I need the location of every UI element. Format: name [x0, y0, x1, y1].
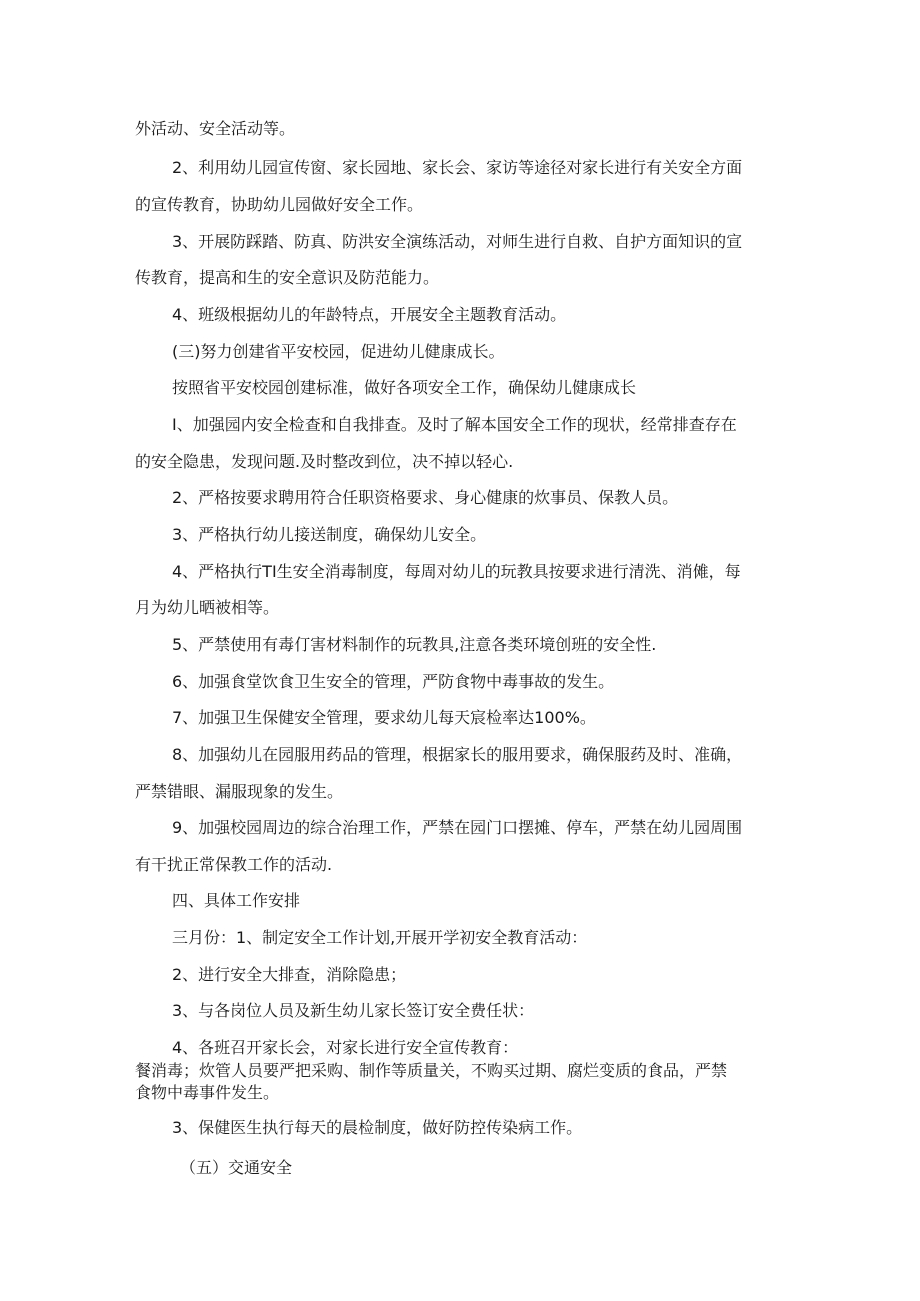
text-line: 2、进行安全大排查，消除隐患；	[172, 965, 407, 984]
text-line: 按照省平安校园创建标准，做好各项安全工作，确保幼儿健康成长	[172, 378, 637, 397]
text-line: I、加强园内安全检查和自我排查。及时了解本国安全工作的现状，经常排查存在	[172, 415, 737, 434]
text-line: 3、与各岗位人员及新生幼儿家长签订安全费任状：	[172, 1001, 535, 1020]
text-line: 3、严格执行幼儿接送制度，确保幼儿安全。	[172, 525, 487, 544]
text-line: 食物中毒事件发生。	[135, 1083, 280, 1102]
text-line: 有干扰正常保教工作的活动.	[135, 855, 333, 874]
text-line: 5、严禁使用有毒仃害材料制作的玩教具,注意各类环境创班的安全性.	[172, 635, 657, 654]
text-line: 严禁错眼、漏服现象的发生。	[135, 782, 344, 801]
section-heading: 四、具体工作安排	[172, 891, 301, 910]
text-line: 9、加强校园周边的综合治理工作，严禁在园门口摆摊、停车，严禁在幼儿园周围	[172, 818, 743, 837]
text-line: 2、利用幼儿园宣传窗、家长园地、家长会、家访等途径对家长进行有关安全方面	[172, 158, 743, 177]
text-line: 外活动、安全活动等。	[135, 119, 296, 138]
text-line: 的宣传教育，协助幼儿园做好安全工作。	[135, 195, 424, 214]
text-line: 2、严格按要求聘用符合任职资格要求、身心健康的炊事员、保教人员。	[172, 488, 679, 507]
section-heading: （五）交通安全	[180, 1158, 293, 1177]
section-heading: (三)努力创建省平安校园，促进幼儿健康成长。	[172, 342, 505, 361]
text-line: 4、各班召开家长会，对家长进行安全宣传教育：	[172, 1038, 519, 1057]
text-line: 三月份：1、制定安全工作计划,开展开学初安全教育活动：	[172, 928, 588, 947]
text-line: 3、开展防踩踏、防真、防洪安全演练活动，对师生进行自救、自护方面知识的宣	[172, 232, 743, 251]
text-line: 餐消毒；炊管人员要严把采购、制作等质量关，不购买过期、腐烂变质的食品，严禁	[135, 1061, 728, 1080]
text-line: 3、保健医生执行每天的晨检制度，做好防控传染病工作。	[172, 1118, 583, 1137]
text-line: 7、加强卫生保健安全管理，要求幼儿每天宸检率达100%。	[172, 708, 596, 727]
text-line: 的安全隐患，发现问题.及时整改到位，决不掉以轻心.	[135, 452, 514, 471]
text-line: 传教育，提高和生的安全意识及防范能力。	[135, 268, 440, 287]
text-line: 月为幼儿晒被相等。	[135, 598, 280, 617]
text-line: 8、加强幼儿在园服用药品的管理，根据家长的服用要求，确保服药及时、准确，	[172, 745, 743, 764]
text-line: 4、严格执行TI生安全消毒制度，每周对幼儿的玩教具按要求进行清洗、消傩，每	[172, 562, 741, 581]
text-line: 6、加强食堂饮食卫生安全的管理，严防食物中毒事故的发生。	[172, 672, 615, 691]
text-line: 4、班级根据幼儿的年龄特点，开展安全主题教育活动。	[172, 305, 567, 324]
